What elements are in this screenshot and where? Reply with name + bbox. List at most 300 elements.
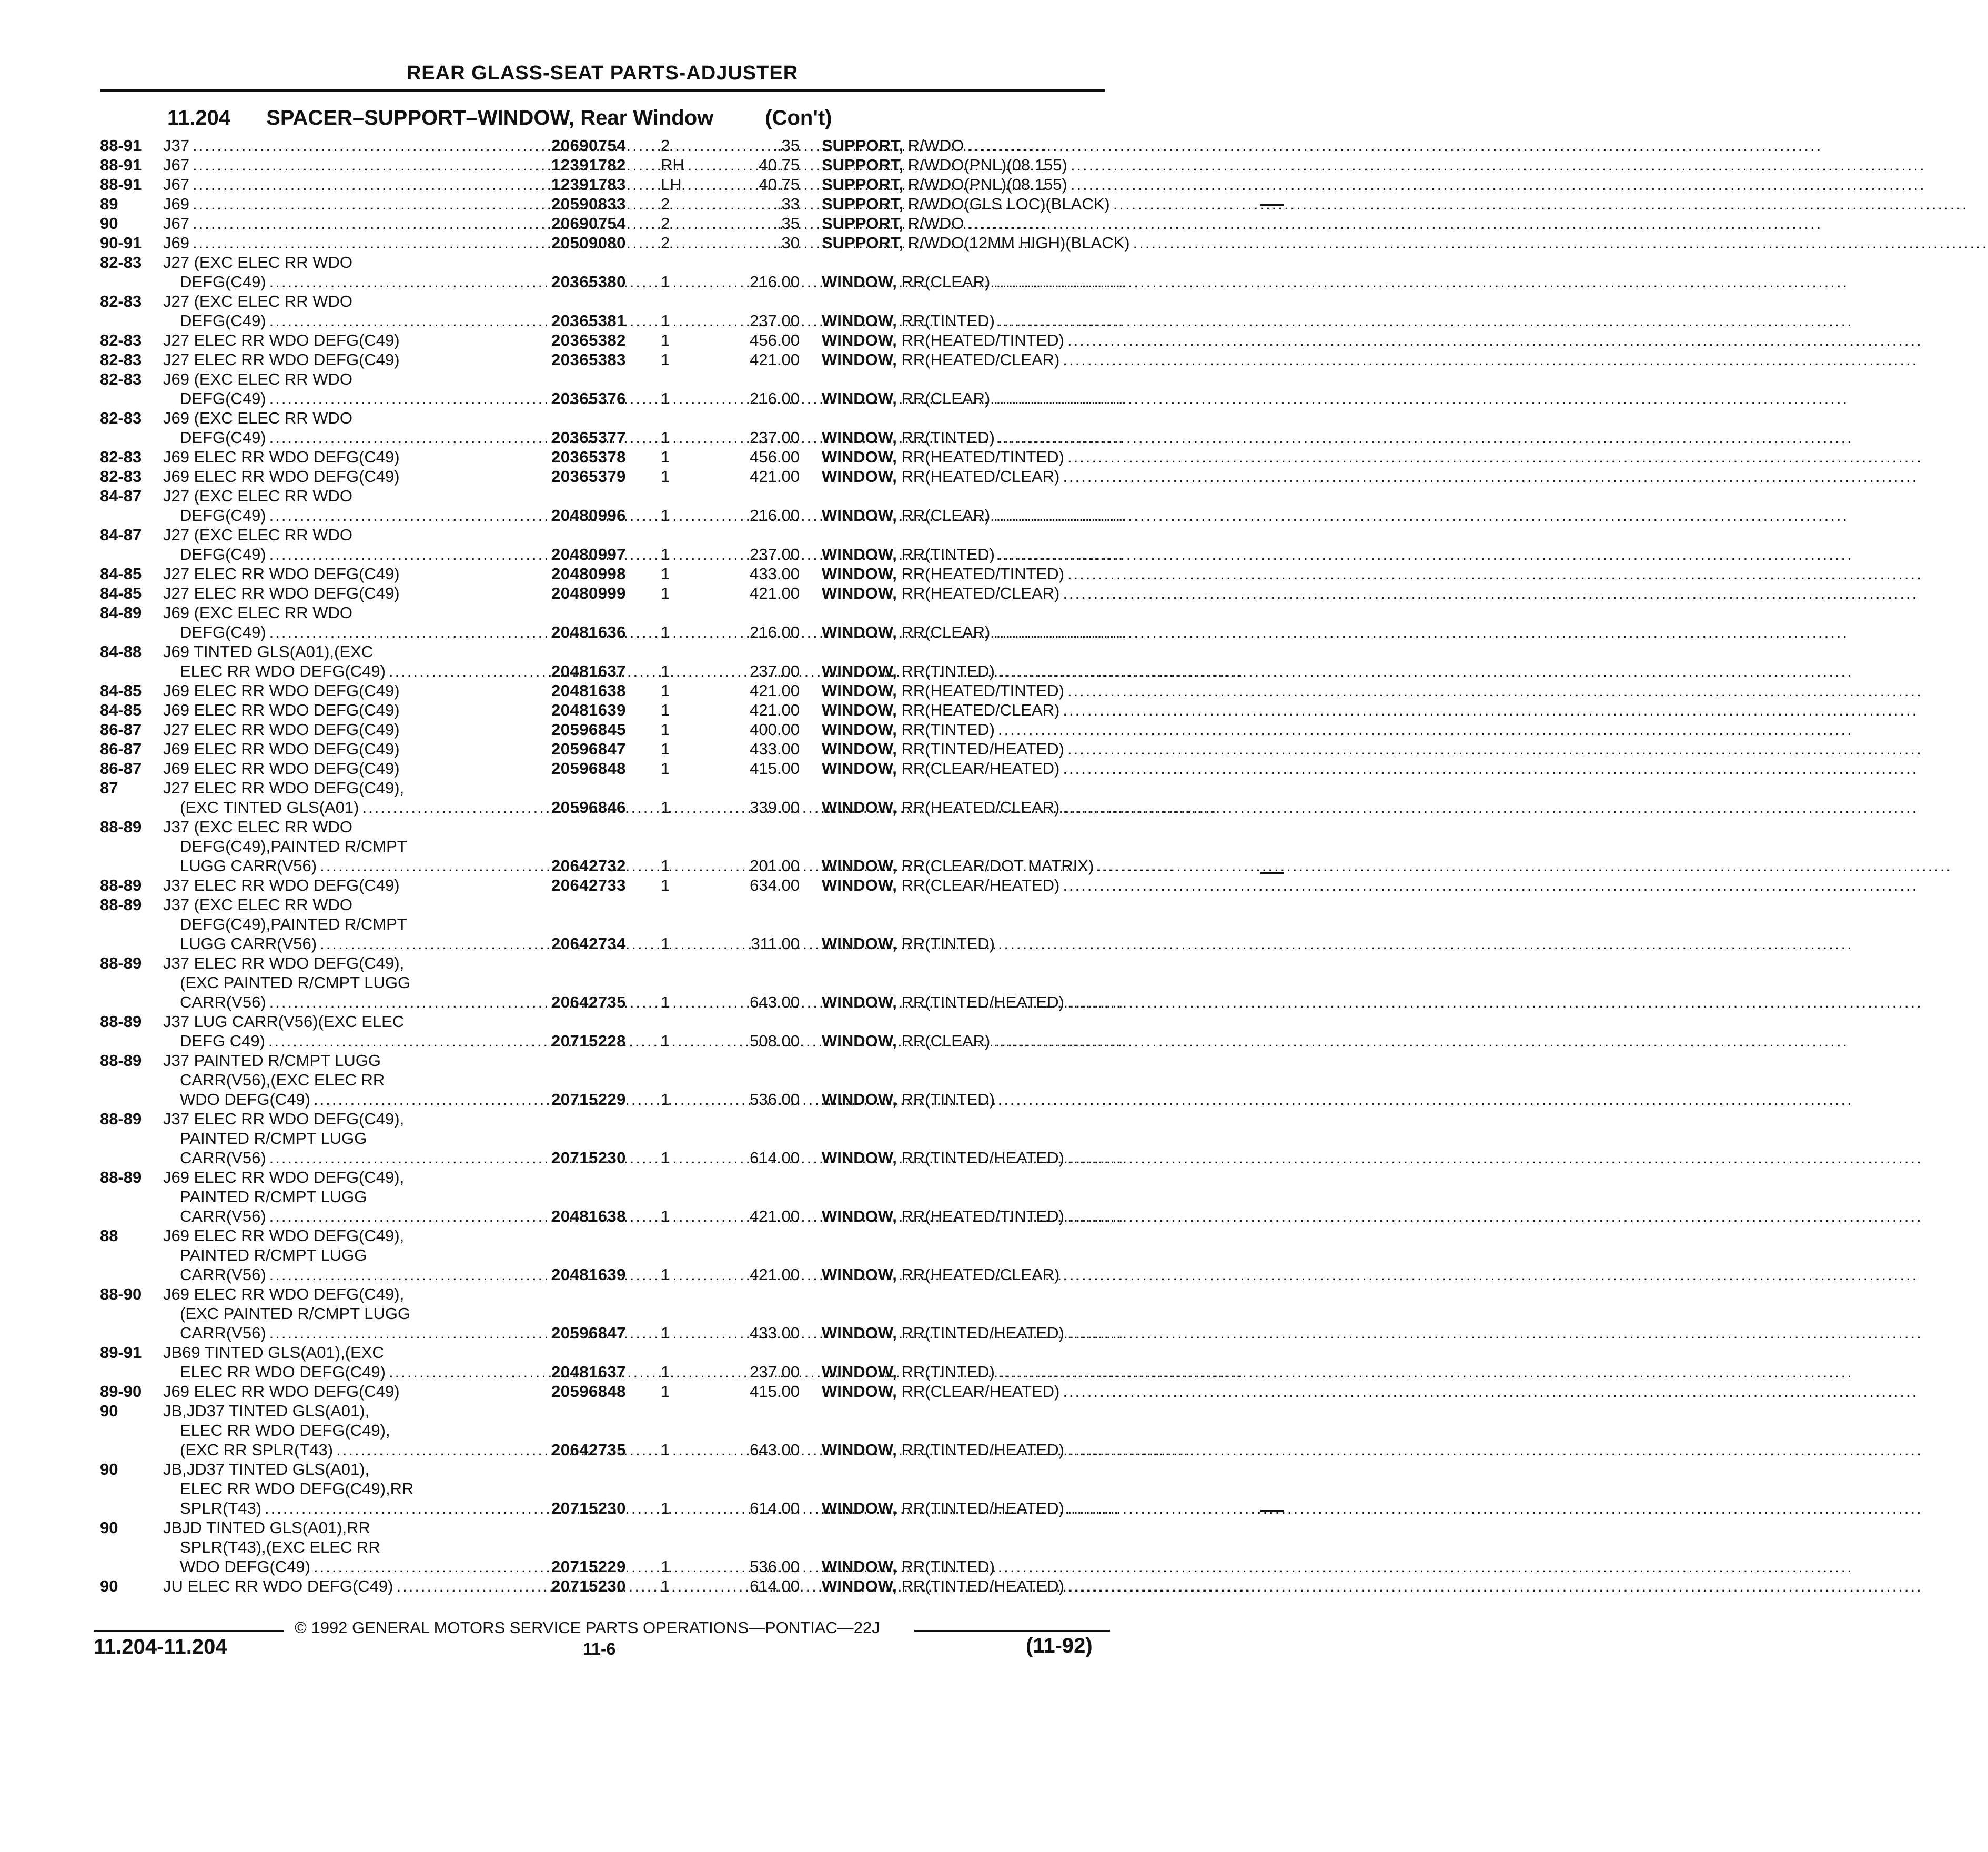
part-detail: RR(HEATED/TINTED): [896, 448, 1064, 466]
leader-dots: [1064, 330, 1923, 350]
application-text: PAINTED R/CMPT LUGG: [180, 1246, 367, 1264]
part-number: 20596847: [551, 740, 626, 758]
part-number: 20642732: [551, 857, 626, 875]
price: 237.00: [750, 662, 800, 680]
part-name: WINDOW,: [822, 1090, 897, 1109]
part-name: WINDOW,: [822, 1557, 897, 1576]
part-detail: RR(HEATED/CLEAR): [896, 1265, 1060, 1284]
table-row: [100, 1479, 1110, 1498]
part-name: WINDOW,: [822, 311, 897, 330]
part-name-text: [822, 136, 964, 155]
application-cell: [163, 953, 550, 973]
application-text: J37 ELEC RR WDO DEFG(C49),: [163, 1110, 405, 1128]
price: 421.00: [750, 1265, 800, 1284]
leader-dots: [1094, 856, 1952, 875]
application-cell: [163, 1343, 550, 1362]
part-detail: RR(HEATED/TINTED): [896, 331, 1064, 349]
application-text: J27 (EXC ELEC RR WDO: [163, 526, 353, 544]
part-name-text: [822, 856, 1094, 875]
part-number: 20690754: [551, 136, 626, 155]
price: 311.00: [751, 934, 800, 953]
model-year: 88-90: [100, 1285, 142, 1303]
table-row: [100, 1440, 1110, 1460]
price: 536.00: [750, 1090, 800, 1109]
part-detail: R/WDO(12MM HIGH)(BLACK): [903, 234, 1130, 252]
application-cell: [180, 389, 550, 408]
price: 421.00: [750, 584, 800, 602]
table-row: [100, 272, 1110, 291]
quantity: 1: [661, 273, 670, 291]
part-name-cell: [822, 330, 1106, 350]
quantity: 1: [661, 1441, 670, 1459]
part-name: WINDOW,: [822, 623, 897, 641]
leader-dots: [995, 1362, 1853, 1382]
table-row: [100, 1304, 1110, 1323]
part-detail: RR(HEATED/CLEAR): [896, 798, 1060, 817]
part-detail: RR(CLEAR/HEATED): [896, 1382, 1060, 1401]
application-cell: [180, 798, 550, 817]
part-number: 20480998: [551, 565, 626, 583]
part-name-cell: [822, 992, 1106, 1012]
application-cell: [163, 233, 550, 253]
part-name-text: [822, 700, 1059, 720]
part-name: WINDOW,: [822, 1032, 897, 1050]
application-text: J69 (EXC ELEC RR WDO: [163, 603, 353, 622]
model-year: 82-83: [100, 370, 142, 388]
part-detail: RR(TINTED): [896, 662, 995, 680]
part-name: WINDOW,: [822, 350, 897, 369]
model-year: 84-85: [100, 565, 142, 583]
application-cell: [180, 1537, 550, 1557]
price: 433.00: [750, 565, 800, 583]
price: 508.00: [750, 1032, 800, 1050]
part-name-cell: [822, 136, 1106, 155]
leader-dots: [1064, 1498, 1923, 1518]
application-cell: [163, 583, 550, 603]
table-row: [100, 291, 1110, 311]
part-name-cell: [822, 1323, 1106, 1343]
part-detail: R/WDO(PNL)(08.155): [903, 175, 1067, 194]
leader-dots: [1064, 1440, 1923, 1460]
leader-dots: [1064, 447, 1923, 467]
model-year: 88-89: [100, 1051, 142, 1070]
application-cell: [180, 973, 550, 992]
table-row: [100, 759, 1110, 778]
part-number: 20715230: [551, 1499, 626, 1517]
part-name: WINDOW,: [822, 1382, 897, 1401]
part-detail: RR(CLEAR/HEATED): [896, 876, 1060, 894]
part-name-cell: [822, 622, 1106, 642]
part-name: WINDOW,: [822, 1441, 897, 1459]
application-cell: [163, 681, 550, 700]
application-text: J37: [163, 136, 189, 155]
part-detail: RR(CLEAR): [896, 389, 991, 408]
table-row: [100, 214, 1110, 233]
table-row: [100, 1109, 1110, 1129]
application-text: J67: [163, 156, 189, 174]
table-row: [100, 1206, 1110, 1226]
table-row: [100, 642, 1110, 661]
application-text: JBJD TINTED GLS(A01),RR: [163, 1518, 370, 1537]
application-text: J69 ELEC RR WDO DEFG(C49): [163, 467, 400, 486]
part-name-cell: [822, 194, 1110, 214]
application-text: J69 ELEC RR WDO DEFG(C49): [163, 701, 400, 719]
part-detail: RR(TINTED/HEATED): [896, 1577, 1064, 1595]
part-name: WINDOW,: [822, 798, 897, 817]
part-name: WINDOW,: [822, 331, 897, 349]
part-detail: RR(TINTED): [896, 1557, 995, 1576]
leader-dots: [995, 545, 1853, 564]
price: 614.00: [750, 1577, 800, 1595]
application-text: J27 (EXC ELEC RR WDO: [163, 487, 353, 505]
price: 643.00: [750, 993, 800, 1011]
part-name-cell: [822, 1090, 1106, 1109]
application-cell: [163, 1284, 550, 1304]
application-text: J27 (EXC ELEC RR WDO: [163, 253, 353, 271]
part-name: WINDOW,: [822, 1499, 897, 1517]
leader-dots: [1064, 681, 1923, 700]
application-text: CARR(V56),(EXC ELEC RR: [180, 1071, 385, 1089]
model-year: 82-83: [100, 292, 142, 310]
part-name-text: [822, 934, 995, 953]
part-detail: RR(HEATED/TINTED): [896, 565, 1064, 583]
footer-section-range: 11.204-11.204: [94, 1635, 227, 1658]
part-name-cell: [822, 661, 1106, 681]
application-text: JB69 TINTED GLS(A01),(EXC: [163, 1343, 384, 1362]
application-text: J37 (EXC ELEC RR WDO: [163, 818, 353, 836]
model-year: 90: [100, 1518, 118, 1537]
part-number: 20365382: [551, 331, 626, 349]
application-cell: [163, 291, 550, 311]
leader-dots: [964, 214, 1822, 233]
application-cell: [163, 817, 550, 837]
part-name-cell: [822, 700, 1106, 720]
part-detail: RR(TINTED): [896, 1363, 995, 1381]
quantity: 2: [661, 234, 670, 252]
leader-dots: [990, 506, 1849, 525]
leader-dots: [1064, 992, 1923, 1012]
part-name-text: [822, 155, 1067, 175]
leader-dots: [1059, 583, 1918, 603]
leader-dots: [995, 934, 1853, 953]
application-cell: [163, 1460, 550, 1479]
quantity: 1: [661, 623, 670, 641]
part-name: WINDOW,: [822, 876, 897, 894]
table-row: [100, 953, 1110, 973]
table-row: [100, 856, 1110, 875]
price: 216.00: [750, 506, 800, 525]
part-name-cell: [822, 1440, 1106, 1460]
application-text: J69 ELEC RR WDO DEFG(C49): [163, 448, 400, 466]
table-row: [100, 1421, 1110, 1440]
model-year: 84-85: [100, 584, 142, 602]
part-name-cell: [822, 389, 1106, 408]
model-year: 88-91: [100, 136, 142, 155]
price: .33: [776, 195, 800, 213]
table-row: [100, 1576, 1110, 1596]
application-text: J69 ELEC RR WDO DEFG(C49): [163, 1382, 400, 1401]
quantity: 1: [661, 701, 670, 719]
part-name-text: [822, 1557, 995, 1576]
part-name: WINDOW,: [822, 1207, 897, 1225]
part-number: 20642733: [551, 876, 626, 894]
part-number: 20596846: [551, 798, 626, 817]
application-text: DEFG(C49),PAINTED R/CMPT: [180, 915, 407, 933]
part-name-text: [822, 875, 1059, 895]
section-number: 11.204: [167, 106, 231, 129]
part-name-text: [822, 759, 1059, 778]
part-number: 20365380: [551, 273, 626, 291]
leader-dots: [1059, 700, 1918, 720]
quantity: 1: [661, 1363, 670, 1381]
part-detail: RR(HEATED/TINTED): [896, 1207, 1064, 1225]
part-name-text: [822, 992, 1064, 1012]
part-detail: R/WDO(GLS LOC)(BLACK): [903, 195, 1110, 213]
table-row: [100, 233, 1130, 253]
application-cell: [163, 1576, 550, 1596]
application-text: J69 ELEC RR WDO DEFG(C49),: [163, 1285, 405, 1303]
part-number: 20715230: [551, 1149, 626, 1167]
model-year: 82-83: [100, 409, 142, 427]
application-text: J69 ELEC RR WDO DEFG(C49): [163, 759, 400, 778]
model-year: 90-91: [100, 234, 142, 252]
table-row: [100, 700, 1110, 720]
part-number: 20715228: [551, 1032, 626, 1050]
quantity: 1: [661, 350, 670, 369]
application-cell: [180, 1031, 550, 1051]
leader-dots: [1059, 759, 1918, 778]
part-name-text: [822, 1576, 1064, 1596]
leader-dots: [995, 1090, 1853, 1109]
leader-dots: [1059, 467, 1918, 486]
application-cell: [180, 1070, 550, 1090]
application-cell: [180, 545, 550, 564]
application-text: LUGG CARR(V56): [180, 857, 317, 875]
model-year: 84-87: [100, 526, 142, 544]
price: 237.00: [750, 311, 800, 330]
footer-date: (11-92): [1026, 1634, 1093, 1657]
price: 421.00: [750, 681, 800, 700]
model-year: 84-89: [100, 603, 142, 622]
part-number: 20509080: [551, 234, 626, 252]
part-name: WINDOW,: [822, 1577, 897, 1595]
application-cell: [180, 1090, 550, 1109]
application-cell: [180, 934, 550, 953]
part-name-text: [822, 1498, 1064, 1518]
application-cell: [163, 1051, 550, 1070]
part-name: WINDOW,: [822, 448, 897, 466]
application-text: CARR(V56): [180, 1207, 266, 1225]
application-cell: [180, 837, 550, 856]
table-row: [100, 545, 1110, 564]
application-cell: [163, 350, 550, 369]
part-name-cell: [822, 798, 1106, 817]
part-name-text: [822, 739, 1064, 759]
model-year: 88-89: [100, 1012, 142, 1031]
application-text: J67: [163, 214, 189, 233]
part-number: 20365383: [551, 350, 626, 369]
part-name: WINDOW,: [822, 273, 897, 291]
application-cell: [163, 700, 550, 720]
model-year: 88: [100, 1226, 118, 1245]
application-text: (EXC RR SPLR(T43): [180, 1441, 334, 1459]
table-row: [100, 253, 1110, 272]
part-name: WINDOW,: [822, 701, 897, 719]
part-number: 12391782: [551, 156, 626, 174]
price: 433.00: [750, 740, 800, 758]
table-row: [100, 739, 1110, 759]
quantity: 1: [661, 1499, 670, 1517]
application-text: J69 ELEC RR WDO DEFG(C49),: [163, 1168, 405, 1186]
quantity: 1: [661, 1324, 670, 1342]
part-name-text: [822, 1031, 990, 1051]
part-name-cell: [822, 506, 1106, 525]
table-row: [100, 564, 1110, 583]
quantity: 1: [661, 1557, 670, 1576]
part-name-cell: [822, 545, 1106, 564]
leader-dots: [990, 1031, 1849, 1051]
footer-copyright: © 1992 GENERAL MOTORS SERVICE PARTS OPERATIONS—PONTIAC—22J: [295, 1618, 880, 1637]
part-detail: RR(TINTED/HEATED): [896, 1149, 1064, 1167]
price: 237.00: [750, 428, 800, 447]
application-cell: [163, 1382, 550, 1401]
application-text: JB,JD37 TINTED GLS(A01),: [163, 1460, 370, 1478]
part-detail: RR(TINTED/HEATED): [896, 1324, 1064, 1342]
application-cell: [180, 506, 550, 525]
part-name-cell: [822, 447, 1106, 467]
part-number: 20715229: [551, 1090, 626, 1109]
application-cell: [180, 1245, 550, 1265]
part-detail: RR(CLEAR): [896, 623, 991, 641]
price: 216.00: [750, 389, 800, 408]
application-cell: [163, 778, 550, 798]
table-row: [100, 1167, 1110, 1187]
application-text: J69 TINTED GLS(A01),(EXC: [163, 642, 374, 661]
model-year: 88-89: [100, 818, 142, 836]
part-name: WINDOW,: [822, 1324, 897, 1342]
part-number: 20596847: [551, 1324, 626, 1342]
application-cell: [163, 1518, 550, 1537]
part-number: 20481639: [551, 701, 626, 719]
application-text: CARR(V56): [180, 1265, 266, 1284]
quantity: 1: [661, 681, 670, 700]
part-name-cell: [822, 1557, 1106, 1576]
part-name-cell: [822, 1148, 1106, 1167]
part-name-text: [822, 798, 1059, 817]
quantity: 1: [661, 993, 670, 1011]
application-text: DEFG(C49): [180, 545, 266, 563]
price: 40.75: [759, 156, 800, 174]
part-name-text: [822, 1148, 1064, 1167]
application-text: PAINTED R/CMPT LUGG: [180, 1187, 367, 1206]
leader-dots: [1067, 175, 1926, 194]
table-row: [100, 1129, 1110, 1148]
margin-mark: [1260, 872, 1284, 874]
application-text: DEFG C49): [180, 1032, 265, 1050]
application-cell: [163, 1401, 550, 1421]
section-continued: (Con't): [765, 106, 832, 129]
application-text: CARR(V56): [180, 1149, 266, 1167]
quantity: 1: [661, 331, 670, 349]
part-detail: RR(HEATED/CLEAR): [896, 467, 1060, 486]
quantity: 1: [661, 565, 670, 583]
part-name-cell: [822, 233, 1130, 253]
part-name-text: [822, 350, 1059, 369]
part-detail: RR(CLEAR/HEATED): [896, 759, 1060, 778]
leader-dots: [1064, 564, 1923, 583]
leader-dots: [1130, 233, 1988, 253]
part-detail: RR(CLEAR): [896, 506, 991, 525]
part-name-text: [822, 1265, 1059, 1284]
parts-table: [100, 136, 1130, 1596]
application-cell: [180, 1498, 550, 1518]
application-text: DEFG(C49): [180, 623, 266, 641]
table-row: [100, 583, 1110, 603]
part-name: WINDOW,: [822, 720, 897, 739]
model-year: 84-85: [100, 701, 142, 719]
part-name-text: [822, 1362, 995, 1382]
application-text: J69 (EXC ELEC RR WDO: [163, 370, 353, 388]
part-name: WINDOW,: [822, 857, 897, 875]
leader-dots: [1110, 194, 1969, 214]
part-name-cell: [822, 1498, 1106, 1518]
application-text: DEFG(C49): [180, 506, 266, 525]
model-year: 88-91: [100, 175, 142, 194]
model-year: 89-91: [100, 1343, 142, 1362]
leader-dots: [1064, 739, 1923, 759]
part-name-cell: [822, 856, 1106, 875]
leader-dots: [1059, 798, 1918, 817]
quantity: 1: [661, 662, 670, 680]
part-number: 20365376: [551, 389, 626, 408]
application-cell: [163, 1167, 550, 1187]
table-row: [100, 798, 1110, 817]
table-row: [100, 661, 1110, 681]
application-cell: [180, 1206, 550, 1226]
part-detail: RR(HEATED/CLEAR): [896, 701, 1060, 719]
application-cell: [163, 525, 550, 545]
application-text: PAINTED R/CMPT LUGG: [180, 1129, 367, 1148]
part-name: WINDOW,: [822, 1265, 897, 1284]
application-cell: [163, 136, 550, 155]
application-text: WDO DEFG(C49): [180, 1090, 310, 1109]
application-text: ELEC RR WDO DEFG(C49),RR: [180, 1479, 414, 1498]
application-text: DEFG(C49),PAINTED R/CMPT: [180, 837, 407, 855]
table-row: [100, 895, 1110, 914]
application-cell: [180, 1421, 550, 1440]
part-name-text: [822, 194, 1110, 214]
application-cell: [180, 1323, 550, 1343]
model-year: 88-89: [100, 954, 142, 972]
part-number: 20480999: [551, 584, 626, 602]
part-name-text: [822, 545, 995, 564]
part-number: 20642734: [551, 934, 626, 953]
part-number: 20480997: [551, 545, 626, 563]
application-cell: [163, 253, 550, 272]
application-text: JB,JD37 TINTED GLS(A01),: [163, 1402, 370, 1420]
model-year: 89: [100, 195, 118, 213]
application-cell: [180, 1440, 550, 1460]
application-cell: [163, 642, 550, 661]
quantity: 1: [661, 759, 670, 778]
part-number: 20481637: [551, 1363, 626, 1381]
leader-dots: [1067, 155, 1926, 175]
part-name: WINDOW,: [822, 467, 897, 486]
part-name: WINDOW,: [822, 584, 897, 602]
quantity: 1: [661, 1577, 670, 1595]
price: 421.00: [750, 350, 800, 369]
footer-rule-left: [94, 1630, 284, 1632]
